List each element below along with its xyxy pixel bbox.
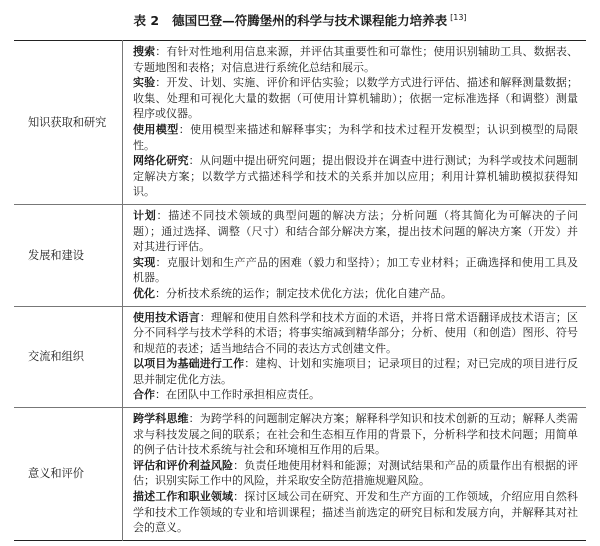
ability-term: 合作: [133, 388, 155, 402]
category-cell: 知识获取和研究: [14, 41, 123, 205]
ability-entry: [133, 153, 578, 200]
ability-table-body: [14, 41, 586, 541]
ability-entry: [133, 458, 578, 489]
table-row: [14, 306, 586, 408]
ability-term: 搜索: [133, 45, 156, 58]
ability-entry: [133, 356, 578, 387]
ability-entry: [133, 411, 578, 458]
ability-description: ：有针对性地利用信息来源，并评估其重要性和可靠性；使用识别辅助工具、数据表、专题地图和表格；对信息进行系统化总结和展示。: [133, 45, 579, 74]
ability-term: 以项目为基础进行工作: [133, 357, 245, 371]
category-cell: 发展和建设: [14, 204, 123, 306]
ability-description: ：在团队中工作时承担相应责任。: [155, 388, 320, 402]
ability-entry: [133, 122, 578, 153]
ability-entry: [133, 310, 578, 357]
ability-description: ：开发、计划、实施、评价和评估实验；以数学方式进行评估、描述和解释测量数据；收集、处理和可视化大量的数据（可使用计算机辅助）；依据一定标准选择（和调整）测量程序或仪器。: [133, 76, 579, 121]
ability-description: ：为跨学科的问题制定解决方案；解释科学知识和技术创新的互动；解释人类需求与科技发展之间的联系；在社会和生态相互作用的背景下，分析科学和技术问题；用简单的例子估计技术系统与社会和环境相互作用的后果。: [133, 412, 579, 457]
ability-description: ：探讨区域公司在研究、开发和生产方面的工作领域，介绍应用自然科学和技术工作领域的专业和培训课程；描述当前选定的研究目标和发展方向，并解释其对社会的意义。: [133, 490, 579, 535]
ability-description: ：使用模型来描述和解释事实；为科学和技术过程开发模型；认识到模型的局限性。: [133, 122, 579, 152]
ability-term: 使用技术语言: [133, 310, 200, 324]
ability-entry: [133, 255, 578, 286]
ability-entry: [133, 208, 578, 255]
table-caption: [14, 8, 586, 28]
ability-term: 描述工作和职业领域: [133, 490, 234, 504]
ability-table: [14, 40, 586, 541]
ability-description: ：理解和使用自然科学和技术方面的术语，并将日常术语翻译成技术语言；区分不同科学与技术学科的术语；将事实缩减到精华部分；分析、使用（和创造）图形、符号和规范的表述；适当地结合不同的表达方式创建文件。: [133, 310, 579, 355]
ability-entry: [133, 286, 578, 302]
ability-description: ：克服计划和生产产品的困难（毅力和坚持）；加工专业材料；正确选择和使用工具及机器。: [133, 255, 579, 285]
description-cell: [123, 41, 587, 205]
ability-term: 计划: [133, 208, 157, 222]
ability-description: ：描述不同技术领域的典型问题的解决方法；分析问题（将其简化为可解决的子问题）；通过选择、调整（尺寸）和结合部分解决方案，提出技术问题的解决方案（开发）并对其进行评估。: [133, 208, 579, 254]
table-row: [14, 204, 586, 306]
ability-term: 实验: [133, 76, 156, 90]
ability-term: 跨学科思维: [133, 412, 189, 426]
table-row: [14, 41, 586, 205]
ability-term: 网络化研究: [133, 154, 189, 168]
description-cell: [123, 204, 587, 306]
ability-term: 评估和评价利益风险: [133, 458, 234, 472]
description-cell: [123, 306, 587, 408]
ability-description: ：从问题中提出研究问题；提出假设并在调查中进行测试；为科学或技术问题制定解决方案；以数学方式描述科学和技术的关系并加以应用；利用计算机辅助模拟获得知识。: [133, 154, 579, 199]
caption-title: 德国巴登—符腾堡州的科学与技术课程能力培养表: [172, 13, 448, 29]
ability-description: ：建构、计划和实施项目；记录项目的过程；对已完成的项目进行反思并制定优化方法。: [133, 357, 579, 386]
ability-entry: [133, 387, 578, 403]
ability-term: 使用模型: [133, 122, 179, 136]
ability-description: ：分析技术系统的运作；制定技术优化方法；优化自建产品。: [155, 286, 452, 300]
category-cell: 意义和评价: [14, 408, 123, 541]
caption-reference: [13]: [450, 13, 467, 22]
ability-description: ：负责任地使用材料和能源；对测试结果和产品的质量作出有根据的评估；识别实际工作中的风险，并采取安全防范措施规避风险。: [133, 458, 579, 488]
ability-entry: [133, 75, 578, 122]
ability-term: 优化: [133, 286, 155, 300]
caption-label: 表 2: [133, 13, 160, 29]
category-cell: 交流和组织: [14, 306, 123, 408]
ability-entry: [133, 44, 578, 75]
ability-term: 实现: [133, 255, 156, 269]
description-cell: [123, 408, 587, 541]
ability-entry: [133, 489, 578, 536]
table-row: [14, 408, 586, 541]
